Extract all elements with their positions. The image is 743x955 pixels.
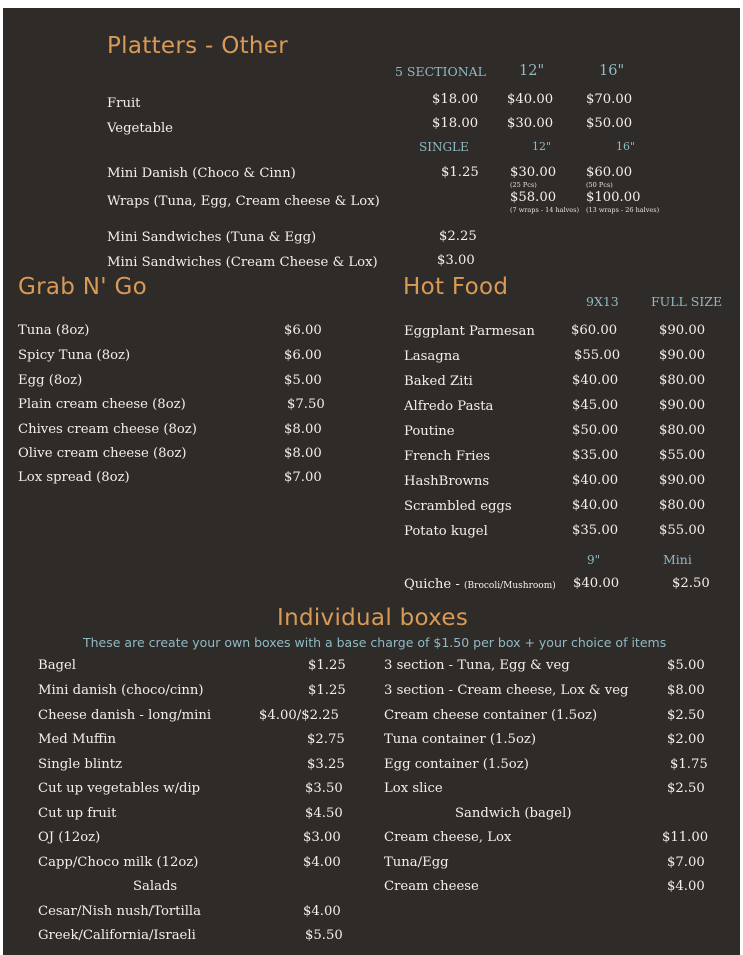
platter-fruit-sectional: $18.00 xyxy=(432,92,479,107)
grab-item-name: Plain cream cheese (8oz) xyxy=(18,397,186,412)
hot-item-full: $80.00 xyxy=(659,423,706,438)
hot-food-title: Hot Food xyxy=(403,274,509,300)
box-item-name: Mini danish (choco/cinn) xyxy=(38,683,204,698)
box-item-price: $5.00 xyxy=(667,658,705,673)
sandwich-item-name: Cream cheese xyxy=(384,879,479,894)
hot-item-9x13: $55.00 xyxy=(574,348,621,363)
hot-item-9x13: $50.00 xyxy=(572,423,619,438)
sandwich-item-price: $11.00 xyxy=(662,830,709,845)
salads-label: Salads xyxy=(133,879,178,894)
sandwich-item-name: Cream cheese, Lox xyxy=(384,830,512,845)
platter-wraps-16-note: (13 wraps - 26 halves) xyxy=(586,206,660,214)
platter-danish-name: Mini Danish (Choco & Cinn) xyxy=(107,166,296,181)
grab-item-price: $7.00 xyxy=(284,470,322,485)
grab-item-name: Spicy Tuna (8oz) xyxy=(18,348,131,363)
hot-item-name: Scrambled eggs xyxy=(404,499,512,514)
hot-item-name: Alfredo Pasta xyxy=(404,399,494,414)
platters-title: Platters - Other xyxy=(107,33,289,59)
box-item-name: 3 section - Tuna, Egg & veg xyxy=(384,658,570,673)
menu-page xyxy=(3,8,740,955)
grab-item-name: Tuna (8oz) xyxy=(18,323,90,338)
box-item-price: $8.00 xyxy=(667,683,705,698)
box-item-name: Capp/Choco milk (12oz) xyxy=(38,855,199,870)
box-item-price: $2.50 xyxy=(667,708,705,723)
hot-item-full: $80.00 xyxy=(659,498,706,513)
header-16-inch-b: 16" xyxy=(616,140,636,153)
hot-item-full: $90.00 xyxy=(659,473,706,488)
header-16-inch: 16" xyxy=(599,63,625,79)
grab-item-name: Egg (8oz) xyxy=(18,373,83,388)
hot-item-full: $90.00 xyxy=(659,348,706,363)
hot-item-full: $90.00 xyxy=(659,323,706,338)
box-item-name: 3 section - Cream cheese, Lox & veg xyxy=(384,683,629,698)
platter-danish-single: $1.25 xyxy=(441,165,479,180)
platter-wraps-12: $58.00 xyxy=(510,190,557,205)
salad-item-name: Cesar/Nish nush/Tortilla xyxy=(38,904,202,919)
quiche-row xyxy=(404,577,556,594)
hot-item-9x13: $60.00 xyxy=(571,323,618,338)
platter-vegetable-12: $30.00 xyxy=(507,116,554,131)
platter-danish-16: $60.00 xyxy=(586,165,633,180)
platter-vegetable-sectional: $18.00 xyxy=(432,116,479,131)
header-12-inch: 12" xyxy=(519,63,545,79)
header-12-inch-b: 12" xyxy=(532,140,552,153)
boxes-title: Individual boxes xyxy=(277,605,469,631)
grab-item-price: $5.00 xyxy=(284,373,322,388)
hot-item-full: $90.00 xyxy=(659,398,706,413)
hot-item-full: $55.00 xyxy=(659,523,706,538)
quiche-9-price: $40.00 xyxy=(573,576,620,591)
header-single: SINGLE xyxy=(419,140,469,154)
hot-item-name: Potato kugel xyxy=(404,524,488,539)
header-5-sectional: 5 SECTIONAL xyxy=(395,64,486,79)
platter-sandwich-tuna-egg-price: $2.25 xyxy=(439,229,477,244)
grab-item-price: $6.00 xyxy=(284,323,322,338)
header-full-size: FULL SIZE xyxy=(651,294,723,309)
platter-fruit-name: Fruit xyxy=(107,96,141,111)
box-item-price: $2.50 xyxy=(667,781,705,796)
sandwich-label: Sandwich (bagel) xyxy=(455,806,572,821)
grab-item-price: $6.00 xyxy=(284,348,322,363)
box-item-name: Single blintz xyxy=(38,757,123,772)
box-item-price: $4.50 xyxy=(305,806,343,821)
hot-item-name: French Fries xyxy=(404,449,491,464)
platter-vegetable-16: $50.00 xyxy=(586,116,633,131)
grab-item-name: Chives cream cheese (8oz) xyxy=(18,422,197,437)
box-item-price: $4.00 xyxy=(303,855,341,870)
box-item-name: Cut up fruit xyxy=(38,806,117,821)
hot-item-9x13: $35.00 xyxy=(572,523,619,538)
box-item-price: $3.25 xyxy=(307,757,345,772)
header-9-inch: 9" xyxy=(587,553,601,567)
box-item-name: Bagel xyxy=(38,658,77,673)
grab-item-price: $8.00 xyxy=(284,422,322,437)
platter-sandwich-cc-lox-name: Mini Sandwiches (Cream Cheese & Lox) xyxy=(107,255,378,270)
grab-title: Grab N' Go xyxy=(18,274,148,300)
hot-item-name: Lasagna xyxy=(404,349,461,364)
platter-fruit-16: $70.00 xyxy=(586,92,633,107)
header-9x13: 9X13 xyxy=(586,294,619,309)
hot-item-name: Baked Ziti xyxy=(404,374,473,389)
box-item-price: $2.75 xyxy=(307,732,345,747)
quiche-detail: (Brocoli/Mushroom) xyxy=(464,581,556,591)
platter-wraps-16: $100.00 xyxy=(586,190,641,205)
box-item-name: Cream cheese container (1.5oz) xyxy=(384,708,598,723)
sandwich-item-price: $7.00 xyxy=(667,855,705,870)
hot-item-9x13: $40.00 xyxy=(572,473,619,488)
box-item-price: $3.00 xyxy=(303,830,341,845)
hot-item-9x13: $40.00 xyxy=(572,373,619,388)
quiche-mini-price: $2.50 xyxy=(672,576,710,591)
platter-danish-12: $30.00 xyxy=(510,165,557,180)
box-item-name: Lox slice xyxy=(384,781,443,796)
platter-sandwich-tuna-egg-name: Mini Sandwiches (Tuna & Egg) xyxy=(107,230,317,245)
platter-vegetable-name: Vegetable xyxy=(107,121,173,136)
salad-item-price: $5.50 xyxy=(305,928,343,943)
box-item-name: Egg container (1.5oz) xyxy=(384,757,529,772)
box-item-name: Tuna container (1.5oz) xyxy=(384,732,536,747)
platter-danish-12-note: (25 Pcs) xyxy=(510,181,537,189)
hot-item-full: $80.00 xyxy=(659,373,706,388)
sandwich-item-name: Tuna/Egg xyxy=(384,855,449,870)
box-item-price: $1.25 xyxy=(308,658,346,673)
salad-item-price: $4.00 xyxy=(303,904,341,919)
hot-item-full: $55.00 xyxy=(659,448,706,463)
header-mini: Mini xyxy=(663,552,692,567)
hot-item-name: HashBrowns xyxy=(404,474,490,489)
hot-item-name: Eggplant Parmesan xyxy=(404,324,535,339)
box-item-price: $1.25 xyxy=(308,683,346,698)
salad-item-name: Greek/California/Israeli xyxy=(38,928,196,943)
box-item-name: Med Muffin xyxy=(38,732,117,747)
platter-sandwich-cc-lox-price: $3.00 xyxy=(437,253,475,268)
hot-item-9x13: $40.00 xyxy=(572,498,619,513)
platter-wraps-12-note: (7 wraps - 14 halves) xyxy=(510,206,579,214)
grab-item-name: Lox spread (8oz) xyxy=(18,470,130,485)
boxes-subtitle: These are create your own boxes with a base charge of $1.50 per box + your choice of items xyxy=(83,635,667,650)
box-item-name: Cut up vegetables w/dip xyxy=(38,781,201,796)
sandwich-item-price: $4.00 xyxy=(667,879,705,894)
box-item-price: $4.00/$2.25 xyxy=(259,708,339,723)
platter-fruit-12: $40.00 xyxy=(507,92,554,107)
box-item-price: $3.50 xyxy=(305,781,343,796)
box-item-name: OJ (12oz) xyxy=(38,830,101,845)
grab-item-price: $8.00 xyxy=(284,446,322,461)
quiche-name: Quiche - xyxy=(404,577,465,592)
grab-item-name: Olive cream cheese (8oz) xyxy=(18,446,187,461)
box-item-name: Cheese danish - long/mini xyxy=(38,708,212,723)
box-item-price: $2.00 xyxy=(667,732,705,747)
hot-item-name: Poutine xyxy=(404,424,455,439)
box-item-price: $1.75 xyxy=(670,757,708,772)
platter-wraps-name: Wraps (Tuna, Egg, Cream cheese & Lox) xyxy=(107,194,380,209)
hot-item-9x13: $35.00 xyxy=(572,448,619,463)
grab-item-price: $7.50 xyxy=(287,397,325,412)
hot-item-9x13: $45.00 xyxy=(572,398,619,413)
platter-danish-16-note: (50 Pcs) xyxy=(586,181,613,189)
